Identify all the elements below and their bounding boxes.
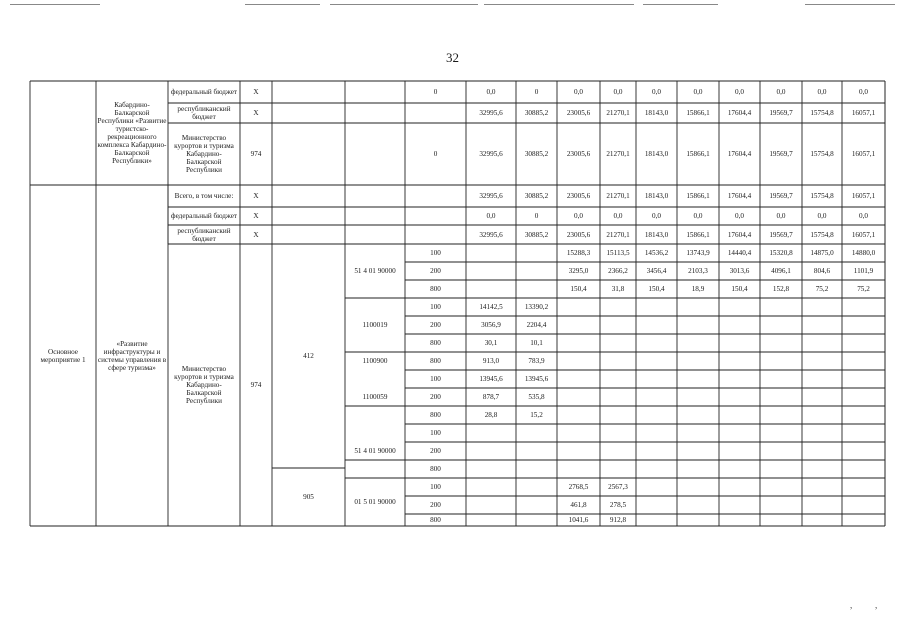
csr-code: 1100019 <box>362 321 388 329</box>
amount-cell: 0,0 <box>652 212 661 220</box>
amount-cell <box>719 388 760 406</box>
vr-code: 800 <box>430 411 441 419</box>
amount-cell <box>677 316 719 334</box>
amount-cell <box>636 388 677 406</box>
amount-cell <box>466 442 516 460</box>
amount-cell <box>557 406 600 424</box>
funding-source: республиканский бюджет <box>177 105 231 121</box>
amount-cell: 30885,2 <box>524 109 549 117</box>
amount-cell: 0,0 <box>613 212 623 220</box>
amount-cell <box>557 334 600 352</box>
amount-cell: 0,0 <box>817 212 827 220</box>
amount-cell: 14440,4 <box>727 249 752 257</box>
amount-cell <box>636 370 677 388</box>
amount-cell: 15754,8 <box>810 230 834 239</box>
rzpr-code: 905 <box>303 493 314 501</box>
amount-cell <box>760 316 802 334</box>
vr-code: 200 <box>430 267 441 275</box>
csr-code: 1100900 <box>362 357 388 365</box>
amount-cell <box>760 514 802 526</box>
amount-cell: 0,0 <box>859 212 868 220</box>
amount-cell: 19569,7 <box>769 230 793 239</box>
amount-cell <box>802 496 842 514</box>
main-activity-label: Основное мероприятие 1 <box>40 347 86 364</box>
page-number: 32 <box>446 50 459 65</box>
amount-cell <box>557 352 600 370</box>
amount-cell <box>516 496 557 514</box>
amount-cell: 0,0 <box>859 88 868 96</box>
amount-cell: 16057,1 <box>851 150 876 158</box>
grbs-code: X <box>253 192 259 200</box>
amount-cell <box>842 460 885 478</box>
amount-cell <box>636 460 677 478</box>
amount-cell: 16057,1 <box>851 109 876 117</box>
amount-cell <box>802 406 842 424</box>
amount-cell <box>636 442 677 460</box>
amount-cell: 16057,1 <box>851 192 876 200</box>
amount-cell <box>842 388 885 406</box>
amount-cell: 18143,0 <box>644 230 669 239</box>
scan-mark: , <box>850 600 853 610</box>
amount-cell <box>842 370 885 388</box>
vr-code: 800 <box>430 516 441 524</box>
amount-cell: 13945,6 <box>524 375 549 383</box>
grbs-code: X <box>253 109 259 117</box>
amount-cell: 23005,6 <box>566 109 591 117</box>
amount-cell <box>636 334 677 352</box>
amount-cell <box>466 262 516 280</box>
amount-cell: 14875,0 <box>810 249 834 257</box>
amount-cell: 17604,4 <box>727 150 752 158</box>
amount-cell: 32995,6 <box>479 230 503 239</box>
csr-code: 51 4 01 90000 <box>354 267 396 275</box>
amount-cell <box>760 460 802 478</box>
amount-cell <box>760 352 802 370</box>
vr-code: 800 <box>430 285 441 293</box>
amount-cell <box>802 370 842 388</box>
vr-code: 200 <box>430 501 441 509</box>
amount-cell <box>719 460 760 478</box>
amount-cell: 804,6 <box>813 267 831 275</box>
amount-cell: 18143,0 <box>644 150 669 158</box>
amount-cell: 2366,2 <box>608 267 628 275</box>
amount-cell <box>802 442 842 460</box>
amount-cell <box>802 298 842 316</box>
amount-cell: 14142,5 <box>479 303 503 311</box>
vr-code: 100 <box>430 303 441 311</box>
amount-cell: 913,0 <box>482 357 500 365</box>
grbs-code: 974 <box>250 150 262 158</box>
amount-cell: 13390,2 <box>524 303 549 311</box>
amount-cell: 0,0 <box>693 88 703 96</box>
vr-code: 0 <box>433 150 438 158</box>
amount-cell <box>600 406 636 424</box>
amount-cell: 0,0 <box>776 88 786 96</box>
vr-code: 800 <box>430 339 441 347</box>
amount-cell <box>516 478 557 496</box>
amount-cell <box>516 262 557 280</box>
amount-cell <box>516 244 557 262</box>
program-name: «Развитие инфраструктуры и системы управления в сфере туризма» <box>97 339 167 372</box>
scan-mark: , <box>875 600 878 610</box>
amount-cell: 15866,1 <box>686 192 710 200</box>
amount-cell <box>842 424 885 442</box>
ministry-name: Министерство курортов и туризма Кабардино-Балкарской Республики <box>174 365 234 405</box>
amount-cell: 15866,1 <box>686 230 710 239</box>
amount-cell: 15754,8 <box>810 192 834 200</box>
amount-cell <box>557 424 600 442</box>
amount-cell: 2204,4 <box>526 321 547 329</box>
amount-cell <box>636 298 677 316</box>
amount-cell: 13945,6 <box>479 375 503 383</box>
amount-cell: 2567,3 <box>608 483 628 491</box>
amount-cell: 15113,5 <box>606 249 630 257</box>
amount-cell <box>600 298 636 316</box>
csr-code: 1100059 <box>362 393 388 401</box>
funding-source: Министерство курортов и туризма Кабардино-Балкарской Республики <box>174 134 234 174</box>
amount-cell <box>600 424 636 442</box>
amount-cell <box>466 496 516 514</box>
amount-cell: 30885,2 <box>524 230 549 239</box>
amount-cell: 3456,4 <box>646 267 667 275</box>
amount-cell: 19569,7 <box>769 109 793 117</box>
amount-cell <box>719 316 760 334</box>
amount-cell: 0,0 <box>776 212 786 220</box>
amount-cell: 17604,4 <box>727 109 752 117</box>
amount-cell: 18,9 <box>691 285 705 293</box>
amount-cell <box>677 460 719 478</box>
amount-cell <box>760 442 802 460</box>
amount-cell <box>760 298 802 316</box>
vr-code: 100 <box>430 483 441 491</box>
amount-cell: 3295,0 <box>568 267 589 275</box>
amount-cell: 0,0 <box>486 88 496 96</box>
amount-cell <box>760 424 802 442</box>
amount-cell: 23005,6 <box>566 192 591 200</box>
amount-cell: 0,0 <box>817 88 827 96</box>
amount-cell: 150,4 <box>570 285 587 293</box>
amount-cell: 15866,1 <box>686 109 710 117</box>
amount-cell <box>557 460 600 478</box>
amount-cell <box>600 442 636 460</box>
amount-cell: 0 <box>534 212 539 220</box>
amount-cell: 3013,6 <box>729 267 750 275</box>
amount-cell <box>466 424 516 442</box>
amount-cell <box>600 370 636 388</box>
amount-cell <box>636 496 677 514</box>
amount-cell <box>802 514 842 526</box>
funding-source: федеральный бюджет <box>170 88 238 96</box>
amount-cell <box>600 388 636 406</box>
amount-cell: 19569,7 <box>769 192 793 200</box>
amount-cell: 75,2 <box>857 285 870 293</box>
vr-code: 200 <box>430 321 441 329</box>
amount-cell: 21270,1 <box>606 109 630 117</box>
amount-cell: 15,2 <box>530 411 543 419</box>
amount-cell <box>557 442 600 460</box>
amount-cell: 14880,0 <box>851 249 876 257</box>
vr-code: 100 <box>430 249 441 257</box>
amount-cell: 152,8 <box>772 285 790 293</box>
amount-cell: 150,4 <box>731 285 748 293</box>
amount-cell <box>600 334 636 352</box>
vr-code: 200 <box>430 393 441 401</box>
amount-cell: 0,0 <box>613 88 623 96</box>
amount-cell: 15288,3 <box>566 249 591 257</box>
amount-cell: 0,0 <box>574 212 583 220</box>
grbs-code: X <box>253 88 259 96</box>
vr-code: 100 <box>430 375 441 383</box>
amount-cell: 0,0 <box>486 212 496 220</box>
amount-cell <box>842 478 885 496</box>
amount-cell <box>719 496 760 514</box>
amount-cell: 15866,1 <box>686 150 710 158</box>
grbs-code: X <box>253 212 259 220</box>
amount-cell <box>842 442 885 460</box>
amount-cell: 17604,4 <box>727 192 752 200</box>
amount-cell <box>557 298 600 316</box>
amount-cell: 30885,2 <box>524 192 549 200</box>
amount-cell <box>719 424 760 442</box>
program-name: Кабардино-Балкарской Республики «Развитие туристско-рекреационного комплекса Кабардино-Балкарской Республики» <box>97 101 167 165</box>
amount-cell <box>636 424 677 442</box>
amount-cell <box>677 496 719 514</box>
amount-cell <box>802 460 842 478</box>
amount-cell: 21270,1 <box>606 230 630 239</box>
amount-cell <box>677 298 719 316</box>
amount-cell <box>600 316 636 334</box>
amount-cell <box>466 478 516 496</box>
amount-cell <box>636 478 677 496</box>
amount-cell <box>760 406 802 424</box>
vr-code: 800 <box>430 465 441 473</box>
amount-cell: 32995,6 <box>479 192 503 200</box>
amount-cell: 150,4 <box>648 285 665 293</box>
amount-cell: 4096,1 <box>771 267 791 275</box>
amount-cell: 32995,6 <box>479 109 503 117</box>
amount-cell: 278,5 <box>609 501 627 509</box>
vr-code <box>405 103 466 123</box>
amount-cell <box>760 334 802 352</box>
amount-cell <box>516 280 557 298</box>
amount-cell: 0,0 <box>574 88 583 96</box>
amount-cell <box>842 316 885 334</box>
amount-cell: 2768,5 <box>568 483 589 491</box>
amount-cell: 878,7 <box>482 393 500 401</box>
amount-cell <box>677 406 719 424</box>
csr-code: 01 5 01 90000 <box>354 498 396 506</box>
amount-cell <box>677 442 719 460</box>
amount-cell <box>677 424 719 442</box>
amount-cell: 912,8 <box>609 516 627 524</box>
vr-code: 100 <box>430 429 441 437</box>
funding-source: федеральный бюджет <box>170 212 238 220</box>
amount-cell: 1041,6 <box>568 516 589 524</box>
amount-cell <box>466 280 516 298</box>
amount-cell <box>802 478 842 496</box>
amount-cell: 13743,9 <box>686 249 710 257</box>
amount-cell: 31,8 <box>611 285 625 293</box>
amount-cell <box>466 244 516 262</box>
grbs-code: 974 <box>250 381 262 389</box>
amount-cell <box>516 442 557 460</box>
amount-cell <box>842 352 885 370</box>
amount-cell <box>719 478 760 496</box>
vr-code: 800 <box>430 357 441 365</box>
rzpr-code: 412 <box>303 352 314 360</box>
amount-cell <box>760 370 802 388</box>
amount-cell: 30,1 <box>484 339 498 347</box>
amount-cell <box>719 352 760 370</box>
amount-cell: 21270,1 <box>606 192 630 200</box>
amount-cell <box>677 388 719 406</box>
amount-cell <box>557 316 600 334</box>
amount-cell <box>677 334 719 352</box>
amount-cell: 23005,6 <box>566 230 591 239</box>
amount-cell: 535,8 <box>528 393 545 401</box>
amount-cell <box>719 514 760 526</box>
amount-cell <box>842 298 885 316</box>
amount-cell: 14536,2 <box>644 249 669 257</box>
amount-cell: 18143,0 <box>644 109 669 117</box>
amount-cell: 783,9 <box>528 357 545 365</box>
amount-cell: 21270,1 <box>606 150 630 158</box>
amount-cell: 2103,3 <box>688 267 708 275</box>
amount-cell: 32995,6 <box>479 150 503 158</box>
funding-source: Всего, в том числе: <box>174 192 234 200</box>
amount-cell <box>719 442 760 460</box>
amount-cell: 0,0 <box>693 212 703 220</box>
amount-cell <box>842 514 885 526</box>
amount-cell <box>636 352 677 370</box>
vr-code: 200 <box>430 447 441 455</box>
amount-cell: 15754,8 <box>810 150 834 158</box>
amount-cell: 17604,4 <box>727 230 752 239</box>
amount-cell <box>719 298 760 316</box>
amount-cell <box>600 352 636 370</box>
amount-cell: 0,0 <box>735 212 744 220</box>
amount-cell: 15320,8 <box>769 249 793 257</box>
amount-cell <box>636 316 677 334</box>
amount-cell <box>719 406 760 424</box>
amount-cell <box>842 406 885 424</box>
amount-cell: 16057,1 <box>851 230 876 239</box>
amount-cell: 461,8 <box>570 501 587 509</box>
amount-cell <box>636 406 677 424</box>
amount-cell: 3056,9 <box>481 321 501 329</box>
amount-cell: 18143,0 <box>644 192 669 200</box>
amount-cell: 28,8 <box>484 411 498 419</box>
amount-cell <box>516 424 557 442</box>
amount-cell <box>802 334 842 352</box>
amount-cell: 15754,8 <box>810 109 834 117</box>
amount-cell <box>842 334 885 352</box>
amount-cell: 23005,6 <box>566 150 591 158</box>
amount-cell: 0 <box>534 88 539 96</box>
amount-cell <box>802 316 842 334</box>
amount-cell <box>466 514 516 526</box>
amount-cell: 75,2 <box>815 285 829 293</box>
csr-code: 51 4 01 90000 <box>354 447 396 455</box>
amount-cell <box>636 514 677 526</box>
amount-cell <box>557 370 600 388</box>
amount-cell <box>760 388 802 406</box>
amount-cell <box>842 496 885 514</box>
amount-cell <box>466 460 516 478</box>
amount-cell <box>516 514 557 526</box>
amount-cell <box>677 478 719 496</box>
amount-cell: 30885,2 <box>524 150 549 158</box>
grbs-code: X <box>253 230 259 239</box>
vr-code: 0 <box>433 88 438 96</box>
amount-cell <box>760 478 802 496</box>
amount-cell <box>719 334 760 352</box>
amount-cell <box>802 388 842 406</box>
amount-cell <box>677 352 719 370</box>
amount-cell: 19569,7 <box>769 150 793 158</box>
amount-cell: 0,0 <box>652 88 661 96</box>
amount-cell: 10,1 <box>530 339 543 347</box>
amount-cell <box>677 514 719 526</box>
amount-cell <box>600 460 636 478</box>
amount-cell <box>719 370 760 388</box>
amount-cell <box>802 424 842 442</box>
funding-source: республиканский бюджет <box>177 226 231 243</box>
amount-cell: 0,0 <box>735 88 744 96</box>
amount-cell <box>760 496 802 514</box>
amount-cell: 1101,9 <box>853 267 874 275</box>
amount-cell <box>516 460 557 478</box>
amount-cell <box>557 388 600 406</box>
amount-cell <box>677 370 719 388</box>
amount-cell <box>802 352 842 370</box>
